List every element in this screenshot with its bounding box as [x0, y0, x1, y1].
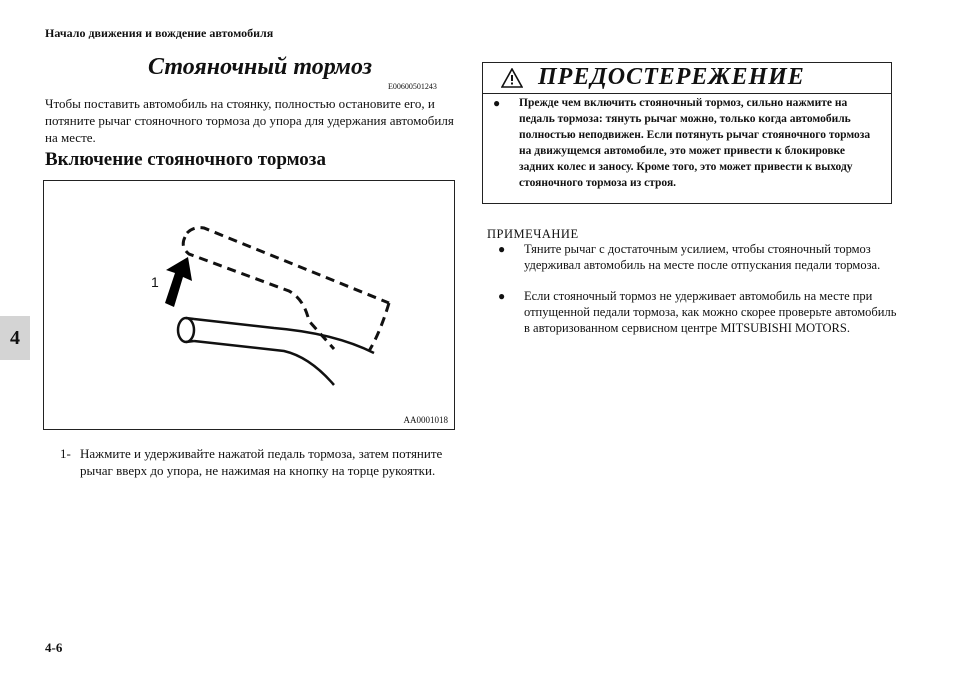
bullet-icon: ●: [498, 242, 506, 256]
parking-brake-lever-illustration: [44, 181, 456, 431]
warning-header: [483, 63, 891, 94]
running-header: Начало движения и вождение автомобиля: [45, 26, 274, 40]
bullet-icon: ●: [493, 96, 501, 110]
warning-box: [482, 62, 892, 204]
subheading: Включение стояночного тормоза: [45, 149, 326, 170]
step-text: Нажмите и удерживайте нажатой педаль тормоза, затем потяните рычаг вверх до упора, не нажимая на кнопку на торце рукоятки.: [80, 446, 443, 478]
note-title: ПРИМЕЧАНИЕ: [487, 227, 579, 241]
note-text: Тяните рычаг с достаточным усилием, чтобы стояночный тормоз удерживал автомобиль на месте после отпускания педали тормоза.: [524, 242, 881, 272]
warning-text: Прежде чем включить стояночный тормоз, сильно нажмите на педаль тормоза: тянуть рычаг можно, только когда автомобиль полностью неподвижен. Если потянуть рычаг стояночного тормоза на движущемся автомобиле, это может привести к блокировке задних колес и заносу. Кроме того, это может привести к выходу стояночного тормоза из строя.: [519, 97, 871, 189]
step-item: [60, 445, 455, 479]
section-code: E00600501243: [388, 82, 437, 91]
note-item: [498, 241, 898, 273]
page-number: 4-6: [45, 640, 63, 655]
figure-callout-1: 1: [151, 274, 159, 290]
figure-code: AA0001018: [403, 415, 448, 425]
warning-item: [493, 95, 883, 191]
step-number: 1-: [60, 446, 71, 461]
warning-title: ПРЕДОСТЕРЕЖЕНИЕ: [538, 64, 805, 90]
chapter-tab: 4: [0, 316, 30, 360]
note-item: [498, 288, 898, 336]
warning-triangle-icon: [501, 68, 523, 88]
parking-brake-figure: [43, 180, 455, 430]
section-title: Стояночный тормоз: [148, 54, 373, 80]
note-text: Если стояночный тормоз не удерживает автомобиль на месте при отпущенной педали тормоза, как можно скорее проверьте автомобиль в авторизованном сервисном центре MITSUBISHI MOTORS.: [524, 289, 897, 335]
bullet-icon: ●: [498, 289, 506, 303]
intro-paragraph: Чтобы поставить автомобиль на стоянку, полностью остановите его, и потяните рычаг стояночного тормоза до упора для удержания автомобиля на месте.: [45, 96, 454, 145]
